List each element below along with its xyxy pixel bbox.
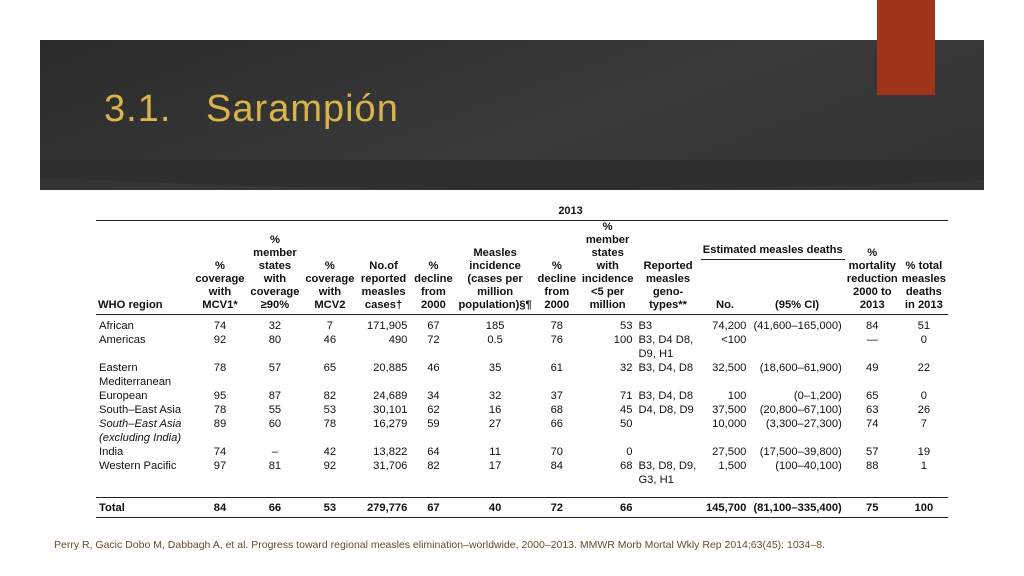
cell-dec2	[534, 375, 580, 389]
banner-curve	[40, 160, 984, 200]
cell-dec2	[534, 431, 580, 445]
header-est-deaths: Estimated measles deaths	[701, 221, 845, 260]
table-row	[96, 389, 948, 403]
cell-mcv1: 74	[213, 320, 227, 332]
table-body	[96, 315, 948, 518]
cell-tot: 7	[920, 418, 927, 430]
cell-dec1: 64	[427, 446, 440, 458]
cell-geno: B3, D8, D9,	[638, 460, 697, 472]
header-genotypes: Reported measles geno-types**	[635, 221, 700, 315]
cell-inc5: 50	[619, 418, 633, 430]
cell-mcv2	[303, 347, 357, 361]
cell-region: India	[99, 446, 124, 458]
cell-no: 74,200	[712, 320, 747, 332]
cell-dec2: 70	[550, 446, 564, 458]
cell-inc5: 68	[619, 460, 633, 472]
total-mcv1: 84	[193, 497, 247, 517]
cell-cov90: 55	[268, 404, 282, 416]
cell-cases: 16,279	[373, 418, 408, 430]
cell-mcv2: 42	[323, 446, 337, 458]
cell-dec1: 67	[427, 320, 440, 332]
header-total-deaths: % total measles deaths in 2013	[900, 221, 948, 315]
cell-cov90	[247, 347, 303, 361]
cell-ci: (17,500–39,800)	[759, 446, 842, 458]
cell-geno: B3, D4, D8	[638, 390, 694, 402]
cell-region: South–East Asia	[99, 418, 182, 430]
cell-inc: 17	[488, 460, 502, 472]
cell-cov90: 81	[268, 460, 282, 472]
cell-dec1: 46	[427, 362, 440, 374]
cell-cov90	[247, 431, 303, 445]
cell-mort	[845, 473, 900, 487]
cell-ci: (100–40,100)	[775, 460, 842, 472]
header-est-no: No.	[701, 260, 750, 315]
slide-title: 3.1. Sarampión	[104, 88, 399, 130]
cell-inc5	[580, 347, 636, 361]
cell-region: Eastern	[99, 362, 138, 374]
cell-dec1	[410, 375, 456, 389]
cell-inc: 35	[488, 362, 502, 374]
total-region: Total	[96, 497, 193, 517]
cell-tot	[900, 375, 948, 389]
total-dec2: 72	[534, 497, 580, 517]
table-row	[96, 473, 948, 487]
total-cov90: 66	[247, 497, 303, 517]
cell-geno: B3, D4, D8	[638, 362, 694, 374]
total-tot: 100	[900, 497, 948, 517]
cell-dec1: 62	[427, 404, 440, 416]
cell-mcv1	[193, 375, 247, 389]
cell-mcv1: 74	[213, 446, 227, 458]
cell-mcv2: 78	[323, 418, 337, 430]
cell-ci	[749, 333, 844, 347]
cell-mcv2	[303, 375, 357, 389]
accent-bar	[877, 0, 935, 95]
cell-mcv2: 65	[323, 362, 337, 374]
cell-inc	[456, 375, 533, 389]
cell-tot	[900, 473, 948, 487]
cell-ci	[749, 431, 844, 445]
table-row	[96, 417, 948, 431]
cell-mcv1: 78	[213, 404, 227, 416]
cell-region: (excluding India)	[99, 432, 182, 444]
cell-mort: 65	[866, 390, 879, 402]
cell-geno	[635, 417, 700, 431]
total-inc: 40	[456, 497, 533, 517]
cell-ci: (0–1,200)	[793, 390, 842, 402]
cell-geno	[635, 431, 700, 445]
cell-mort	[845, 347, 900, 361]
cell-mcv1	[193, 347, 247, 361]
cell-cases	[357, 347, 411, 361]
cell-inc5: 100	[613, 334, 633, 346]
table-row	[96, 361, 948, 375]
cell-geno: D4, D8, D9	[638, 404, 694, 416]
cell-cases: 20,885	[373, 362, 408, 374]
cell-mcv2: 92	[323, 460, 337, 472]
cell-no: 32,500	[712, 362, 747, 374]
cell-inc5	[580, 375, 636, 389]
cell-dec2: 61	[550, 362, 564, 374]
cell-ci	[749, 473, 844, 487]
cell-cov90: 57	[268, 362, 282, 374]
cell-dec1: 59	[427, 418, 440, 430]
cell-mcv1	[193, 431, 247, 445]
header-incidence: Measles incidence (cases per million population)§¶	[456, 221, 533, 315]
cell-no: 1,500	[718, 460, 747, 472]
cell-cases: 30,101	[373, 404, 408, 416]
cell-cases: 490	[388, 334, 408, 346]
cell-mcv2	[303, 473, 357, 487]
table-row	[96, 347, 948, 361]
cell-cov90	[247, 473, 303, 487]
header-decline-cases: % decline from 2000	[410, 221, 456, 315]
cell-mort: 57	[866, 446, 879, 458]
cell-geno: D9, H1	[638, 348, 674, 360]
cell-geno: B3, D4 D8,	[638, 334, 694, 346]
header-decline-incidence: % decline from 2000	[534, 221, 580, 315]
header-region: WHO region	[96, 221, 193, 315]
cell-ci	[749, 347, 844, 361]
cell-region: Americas	[99, 334, 146, 346]
header-mcv1: % coverage with MCV1*	[193, 221, 247, 315]
cell-geno	[635, 375, 700, 389]
cell-mcv2	[303, 431, 357, 445]
cell-mcv1: 78	[213, 362, 227, 374]
cell-inc5: 32	[619, 362, 633, 374]
cell-tot: 22	[917, 362, 931, 374]
cell-no: 10,000	[712, 418, 747, 430]
cell-mcv2: 46	[323, 334, 337, 346]
cell-mcv1	[193, 473, 247, 487]
cell-geno: G3, H1	[638, 474, 674, 486]
cell-no	[701, 431, 750, 445]
total-mcv2: 53	[303, 497, 357, 517]
cell-cov90: –	[271, 446, 279, 458]
cell-dec1: 34	[427, 390, 440, 402]
cell-cases: 13,822	[373, 446, 408, 458]
cell-geno: B3	[638, 320, 653, 332]
cell-mcv1: 92	[213, 334, 227, 346]
cell-tot	[900, 347, 948, 361]
cell-no	[701, 375, 750, 389]
header-spacer	[96, 202, 193, 221]
cell-dec2: 78	[550, 320, 564, 332]
table-row	[96, 459, 948, 473]
cell-ci: (41,600–165,000)	[753, 320, 842, 332]
table-row	[96, 403, 948, 417]
total-row	[96, 497, 948, 517]
cell-dec2: 76	[550, 334, 564, 346]
cell-inc: 27	[488, 418, 502, 430]
cell-mort	[845, 431, 900, 445]
cell-mcv1: 89	[213, 418, 227, 430]
cell-mort: 88	[866, 460, 879, 472]
cell-mcv2: 53	[323, 404, 337, 416]
cell-cases: 171,905	[366, 320, 408, 332]
cell-no	[701, 347, 750, 361]
cell-inc	[456, 431, 533, 445]
cell-mort	[845, 375, 900, 389]
cell-dec1: 72	[427, 334, 440, 346]
cell-no: 100	[727, 390, 747, 402]
measles-table	[96, 202, 948, 518]
cell-region: African	[99, 320, 134, 332]
table-row	[96, 431, 948, 445]
cell-cases: 24,689	[373, 390, 408, 402]
cell-region: European	[99, 390, 148, 402]
cell-mcv1: 95	[213, 390, 227, 402]
cell-tot: 19	[917, 446, 931, 458]
cell-dec2: 68	[550, 404, 564, 416]
total-mort: 75	[845, 497, 900, 517]
cell-cov90: 80	[268, 334, 282, 346]
cell-no: <100	[721, 334, 747, 346]
cell-dec1	[410, 473, 456, 487]
header-reported: No.of reported measles cases†	[357, 221, 411, 315]
cell-ci	[749, 375, 844, 389]
cell-ci: (3,300–27,300)	[765, 418, 842, 430]
cell-dec1	[410, 431, 456, 445]
cell-region: South–East Asia	[99, 404, 182, 416]
total-no: 145,700	[701, 497, 750, 517]
table-row	[96, 445, 948, 459]
table-row	[96, 375, 948, 389]
cell-mort: —	[866, 334, 878, 346]
cell-mcv2: 82	[323, 390, 337, 402]
cell-inc5: 45	[619, 404, 633, 416]
cell-cov90: 32	[268, 320, 282, 332]
cell-mort: 74	[866, 418, 879, 430]
cell-ci: (18,600–61,900)	[759, 362, 842, 374]
header-cov90: % member states with coverage ≥90%	[247, 221, 303, 315]
cell-dec2: 66	[550, 418, 564, 430]
cell-cov90: 87	[268, 390, 282, 402]
table-row	[96, 315, 948, 334]
cell-tot	[900, 431, 948, 445]
cell-cases	[357, 473, 411, 487]
cell-dec1	[410, 347, 456, 361]
cell-cases	[357, 375, 411, 389]
header-mortality: % mortality reduction 2000 to 2013	[845, 221, 900, 315]
cell-cases	[357, 431, 411, 445]
cell-no: 27,500	[712, 446, 747, 458]
cell-inc: 11	[489, 446, 501, 458]
cell-inc: 16	[488, 404, 502, 416]
cell-tot: 0	[920, 334, 927, 346]
year-header: 2013	[193, 202, 948, 221]
cell-inc: 32	[488, 390, 502, 402]
cell-region	[96, 347, 193, 361]
total-inc5: 66	[580, 497, 636, 517]
cell-tot: 26	[917, 404, 931, 416]
cell-inc5	[580, 473, 636, 487]
citation: Perry R, Gacic Dobo M, Dabbagh A, et al. Progress toward regional measles elimination–worldwide, 2000–2013. MMWR Morb Mortal Wkly Rep 2014;63(45): 1034–8.	[54, 539, 825, 551]
cell-mcv2: 7	[326, 320, 334, 332]
spacer-row	[96, 487, 948, 497]
cell-inc5	[580, 431, 636, 445]
cell-dec2: 84	[550, 460, 564, 472]
header-est-ci: (95% CI)	[749, 260, 844, 315]
cell-mcv1: 97	[213, 460, 227, 472]
cell-dec2: 37	[550, 390, 564, 402]
cell-cases: 31,706	[373, 460, 408, 472]
table-row	[96, 333, 948, 347]
cell-region: Western Pacific	[99, 460, 177, 472]
cell-no: 37,500	[712, 404, 747, 416]
cell-mort: 63	[866, 404, 879, 416]
total-geno	[635, 497, 700, 517]
cell-inc5: 53	[619, 320, 633, 332]
total-cases: 279,776	[357, 497, 411, 517]
cell-tot: 0	[920, 390, 927, 402]
total-ci: (81,100–335,400)	[749, 497, 844, 517]
cell-inc	[456, 473, 533, 487]
cell-mort: 84	[866, 320, 879, 332]
cell-cov90: 60	[268, 418, 282, 430]
cell-inc: 185	[485, 320, 505, 332]
cell-inc: 0.5	[487, 334, 503, 346]
cell-inc5: 0	[626, 446, 633, 458]
cell-region: Mediterranean	[99, 376, 172, 388]
cell-dec2	[534, 347, 580, 361]
cell-geno	[635, 445, 700, 459]
cell-mort: 49	[866, 362, 879, 374]
header-inc5: % member states with incidence <5 per million	[580, 221, 636, 315]
header-mcv2: % coverage with MCV2	[303, 221, 357, 315]
cell-tot: 51	[917, 320, 931, 332]
cell-dec1: 82	[427, 460, 440, 472]
cell-dec2	[534, 473, 580, 487]
cell-region	[96, 473, 193, 487]
cell-cov90	[247, 375, 303, 389]
total-dec1: 67	[410, 497, 456, 517]
cell-tot: 1	[920, 460, 927, 472]
cell-ci: (20,800–67,100)	[759, 404, 842, 416]
cell-no	[701, 473, 750, 487]
cell-inc5: 71	[619, 390, 633, 402]
cell-inc	[456, 347, 533, 361]
